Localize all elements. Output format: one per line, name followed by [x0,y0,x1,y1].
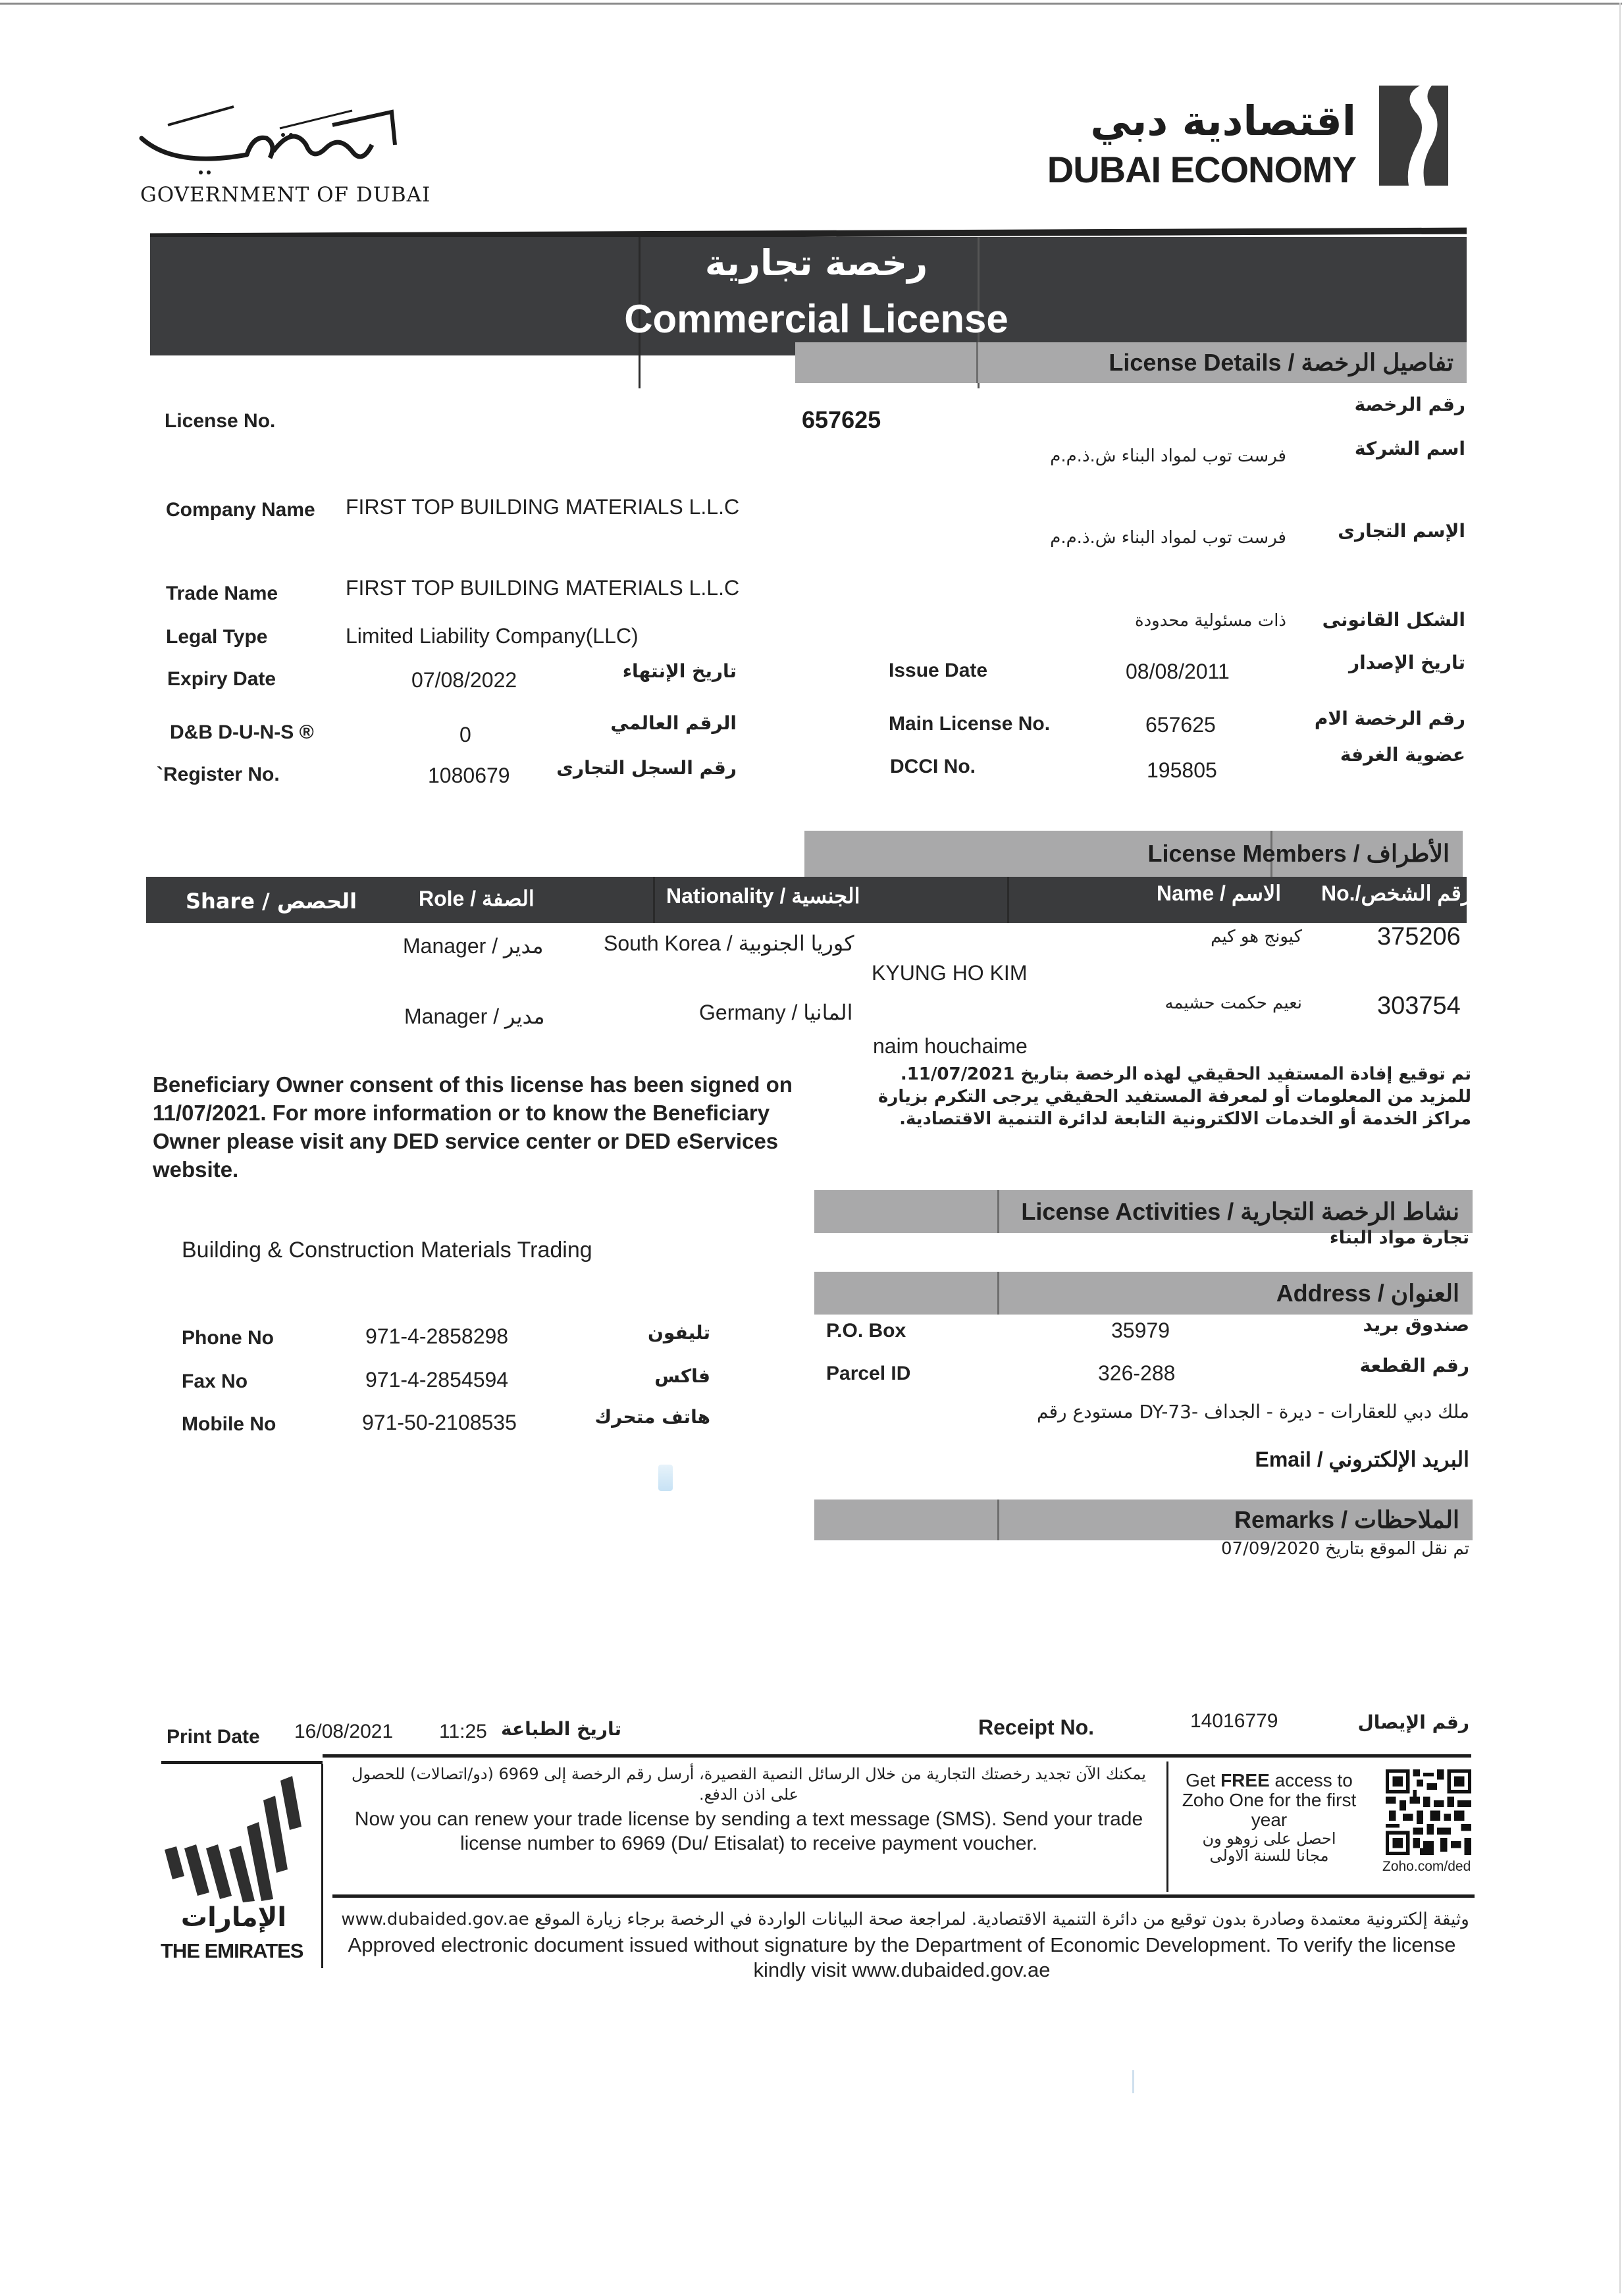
title-arabic: رخصة تجارية [704,242,928,284]
zoho-promo-text: Get [1186,1770,1221,1790]
column-header-share: Share / الحصص [186,889,357,914]
dcci-no-label: DCCI No. [890,756,976,777]
section-bar-license-members [804,831,1463,877]
license-no-label: License No. [165,410,276,432]
email-label: Email / البريد الإلكتروني [1255,1448,1469,1471]
mobile-label: Mobile No [182,1413,276,1435]
dcci-no-label-ar: عضوية الغرفة [1340,744,1465,766]
emirates-logo-arabic: الإمارات [180,1902,287,1933]
section-bar-license-details [795,342,1467,383]
company-name-label-ar: اسم الشركة [1354,438,1465,459]
duns-label-ar: الرقم العالمي [610,712,737,734]
expiry-date-label-ar: تاريخ الإنتهاء [622,660,737,682]
approval-notice-en: Approved electronic document issued without signature by the Department of Economic Development. To verify the license kindly visit www.dubaided.gov.ae [348,1933,1456,1981]
address-location-ar: ملك دبي للعقارات - ديرة - الجداف -DY-73 مستودع رقم [1037,1401,1469,1422]
member-no: 375206 [1377,923,1461,951]
footer-rule-middle [332,1894,1475,1898]
zoho-promo-text: access to Zoho One for the first year [1182,1770,1357,1830]
issue-date-label-ar: تاريخ الإصدار [1349,652,1465,673]
register-no-label-ar: رقم السجل التجارى [556,757,737,779]
legal-type-label: Legal Type [166,626,268,648]
gov-dubai-logo-english: GOVERNMENT OF DUBAI [140,183,431,207]
issue-date-label: Issue Date [889,660,988,681]
beneficiary-notice-ar: تم توقيع إفادة المستفيد الحقيقي لهذه الرخصة بتاريخ 11/07/2021. للمزيد من المعلومات أو لمعرفة المستفيد الحقيقي يرجى التكرم بزيارة مراكز الخدمة أو الخدمات الالكترونية التابعة لدائرة التنمية الاقتصادية. [878,1064,1471,1129]
trade-name-value: FIRST TOP BUILDING MATERIALS L.L.C [346,576,740,600]
legal-type-value-ar: ذات مسئولية محدودة [1134,611,1286,631]
column-header-nationality: Nationality / الجنسية [666,884,860,908]
member-name-ar: نعيم حكمت حشيمه [1164,993,1302,1013]
phone-value: 971-4-2858298 [365,1324,509,1348]
page-right-edge [1619,3,1621,2293]
section-bar-address [814,1272,1473,1315]
sms-notice-en: Now you can renew your trade license by sending a text message (SMS). Send your trade license number to 6969 (Du/ Etisalat) to receive payment voucher. [354,1808,1143,1854]
receipt-label: Receipt No. [978,1715,1095,1739]
member-row [146,922,1467,994]
member-nationality: Germany / المانيا [699,1001,853,1024]
print-date-label-ar: تاريخ الطباعة [500,1718,621,1740]
scan-artifact [1132,2070,1134,2093]
parcel-id-label-ar: رقم القطعة [1359,1355,1469,1376]
government-of-dubai-logo [135,99,431,214]
main-license-label: Main License No. [889,713,1051,735]
fax-label: Fax No [182,1370,248,1392]
sms-notice-ar: يمكنك الآن تجديد رخصتك التجارية من خلال الرسائل النصية القصيرة، أرسل رقم الرخصة إلى 6969 (دو/اتصالات) للحصول على اذن الدفع. [352,1765,1146,1804]
print-time-value: 11:25 [439,1721,487,1742]
member-role: Manager / مدير [404,1004,545,1028]
section-bar-license-activities [814,1190,1473,1233]
trade-name-label-ar: الإسم التجارى [1338,520,1465,542]
emirates-logo-english: THE EMIRATES [161,1939,303,1962]
qr-code-url: Zoho.com/ded [1382,1859,1471,1874]
legal-type-label-ar: الشكل القانونى [1322,609,1465,631]
member-no: 303754 [1377,992,1461,1020]
mobile-label-ar: هاتف متحرك [594,1406,710,1428]
main-license-value: 657625 [1145,713,1216,737]
dubai-economy-logo-arabic: اقتصادية دبي [1090,97,1356,145]
zoho-promo-en [1170,1771,1368,1830]
issue-date-value: 08/08/2011 [1126,660,1230,683]
zoho-divider [1166,1761,1168,1892]
duns-value: 0 [459,723,471,746]
section-title-license-activities: License Activities / نشاط الرخصة التجارية [1021,1198,1459,1225]
trade-name-value-ar: فرست توب لمواد البناء ش.ذ.م.م [1050,528,1286,548]
member-name-en: KYUNG HO KIM [872,961,1028,985]
license-no-value: 657625 [802,406,881,433]
dcci-no-value: 195805 [1147,758,1217,782]
zoho-promo[interactable] [1170,1771,1368,1864]
fax-value: 971-4-2854594 [365,1368,509,1392]
member-nationality: South Korea / كوريا الجنوبية [604,931,854,955]
page-title: Commercial License [624,297,1008,341]
column-header-no: No./رقم الشخص [1321,881,1472,905]
section-title-address: Address / العنوان [1276,1280,1459,1307]
register-no-label: `Register No. [157,764,280,785]
section-title-license-members: License Members / الأطراف [1147,840,1450,867]
receipt-label-ar: رقم الإيصال [1357,1711,1469,1733]
company-name-value-ar: فرست توب لمواد البناء ش.ذ.م.م [1050,446,1286,466]
section-title-remarks: Remarks / الملاحظات [1234,1506,1459,1533]
po-box-value: 35979 [1111,1318,1170,1342]
duns-label: D&B D-U-N-S ® [170,721,314,743]
qr-code[interactable] [1382,1769,1475,1881]
print-date-label: Print Date [167,1726,260,1748]
company-name-value: FIRST TOP BUILDING MATERIALS L.L.C [346,495,740,519]
mobile-value: 971-50-2108535 [362,1411,517,1434]
approval-notice-ar: وثيقة إلكترونية معتمدة وصادرة بدون توقيع من دائرة التنمية الاقتصادية. لمراجعة صحة البيانات الواردة في الرخصة برجاء زيارة الموقع www.dubaided.gov.ae [341,1910,1469,1929]
receipt-no-value: 14016779 [1190,1710,1278,1732]
dubai-economy-mark-icon [1379,86,1452,188]
column-header-name: Name / الاسم [1157,881,1282,905]
company-name-label: Company Name [166,499,315,521]
phone-label: Phone No [182,1327,274,1349]
legal-type-value: Limited Liability Company(LLC) [346,624,639,648]
remarks-text: تم نقل الموقع بتاريخ 07/09/2020 [1221,1539,1469,1559]
parcel-id-label: Parcel ID [826,1363,911,1384]
section-bar-remarks [814,1500,1473,1540]
zoho-promo-ar: احصل على زوهو ون مجانا للسنة الاولى [1202,1829,1336,1865]
qr-code-icon [1386,1769,1471,1855]
po-box-label-ar: صندوق بريد [1363,1314,1469,1336]
members-table-header [146,877,1472,923]
print-date-value: 16/08/2021 [294,1721,394,1742]
member-row [146,991,1467,1063]
member-name-en: naim houchaime [873,1034,1028,1058]
phone-label-ar: تليفون [648,1322,710,1344]
parcel-id-value: 326-288 [1098,1361,1176,1385]
column-header-role: Role / الصفة [419,887,535,910]
section-title-license-details: License Details / تفاصيل الرخصة [1109,349,1453,376]
fax-label-ar: فاكس [654,1365,710,1387]
member-name-ar: كيونج هو كيم [1211,927,1302,947]
footer-rule-left [161,1761,323,1764]
beneficiary-notice-en: Beneficiary Owner consent of this license has been signed on 11/07/2021. For more information or to know the Beneficiary Owner please visit any DED service center or DED eServices website. [153,1072,793,1182]
the-emirates-logo [158,1771,309,1968]
member-role: Manager / مدير [403,934,544,958]
footer-rule-top [323,1754,1471,1758]
page-top-edge [0,3,1622,5]
zoho-promo-free: FREE [1220,1770,1270,1790]
gov-dubai-calligraphy-icon [135,99,411,178]
dubai-economy-logo [1017,82,1478,197]
main-license-label-ar: رقم الرخصة الام [1314,708,1465,729]
po-box-label: P.O. Box [826,1320,906,1342]
emirates-bars-icon [158,1771,309,1902]
dubai-economy-logo-english: DUBAI ECONOMY [1047,149,1356,190]
register-no-value: 1080679 [428,764,510,787]
expiry-date-label: Expiry Date [167,668,276,690]
trade-name-label: Trade Name [166,583,278,604]
footer-vertical-rule [321,1764,323,1968]
activity-en: Building & Construction Materials Trading [182,1238,592,1263]
activity-ar: تجارة مواد البناء [1329,1228,1469,1248]
faint-stamp-mark [658,1465,673,1491]
expiry-date-value: 07/08/2022 [411,668,517,692]
license-no-label-ar: رقم الرخصة [1354,394,1465,415]
